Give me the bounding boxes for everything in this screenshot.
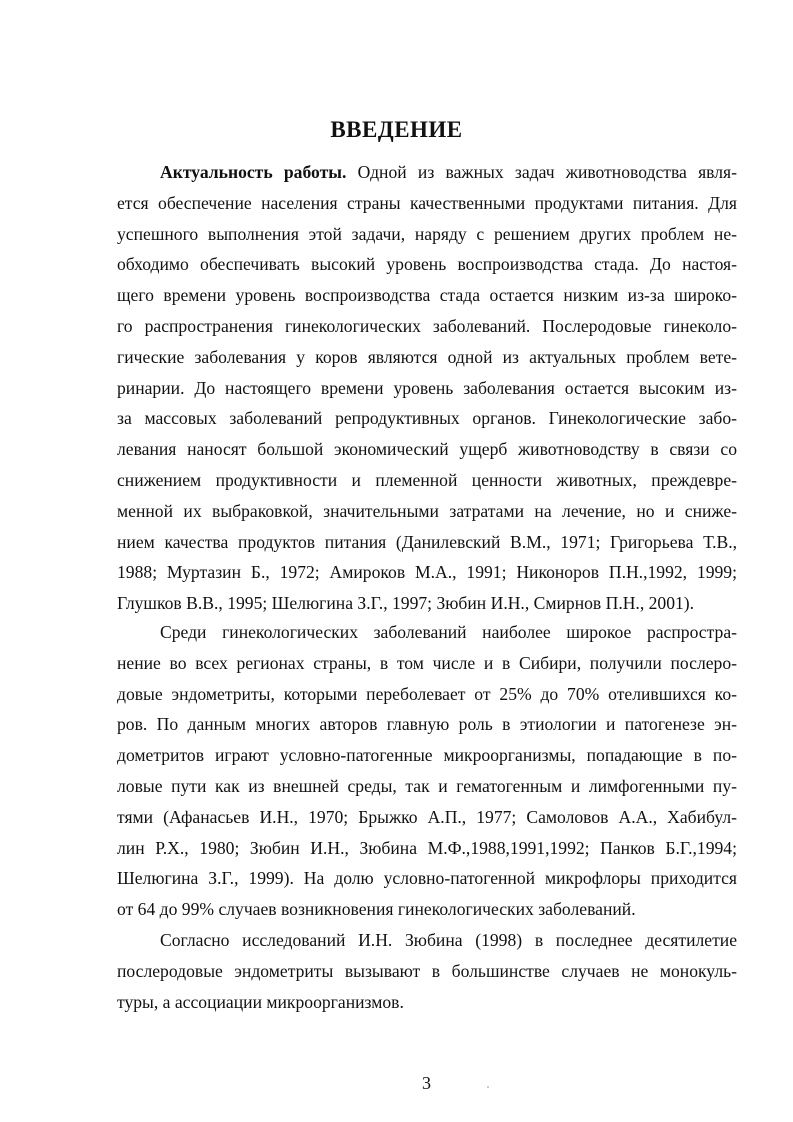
- paragraph-line: тями (Афанасьев И.Н., 1970; Брыжко А.П., 1977; Самоловов А.А., Хабибул-: [117, 806, 737, 827]
- paragraph-line: ров. По данным многих авторов главную роль в этиологии и патогенезе эн-: [117, 714, 737, 735]
- paragraph-line: от 64 до 99% случаев возникновения гинекологических заболеваний.: [117, 899, 636, 920]
- paragraph-line: щего времени уровень воспроизводства стада остается низким из-за широко-: [117, 285, 737, 306]
- paragraph-line: [117, 157, 737, 188]
- paragraph-line: Среди гинекологических заболеваний наиболее широкое распростра-: [160, 622, 737, 642]
- paragraph-associations: [117, 925, 737, 1017]
- paragraph-line: успешного выполнения этой задачи, наряду с решением других проблем не-: [117, 223, 737, 244]
- paragraph-line: Шелюгина З.Г., 1999). На долю условно-патогенной микрофлоры приходится: [117, 868, 737, 889]
- paragraph-line: менной их выбраковкой, значительными затратами на лечение, но и сниже-: [117, 500, 737, 521]
- paragraph-line: гические заболевания у коров являются одной из актуальных проблем вете-: [117, 346, 737, 367]
- paragraph-line: за массовых заболеваний репродуктивных органов. Гинекологические забо-: [117, 408, 737, 429]
- paragraph-line: нием качества продуктов питания (Данилевский В.М., 1971; Григорьева Т.В.,: [117, 531, 737, 552]
- paragraph-line: ловые пути как из внешней среды, так и гематогенным и лимфогенными пу-: [117, 775, 737, 796]
- paragraph-line: туры, а ассоциации микроорганизмов.: [117, 991, 404, 1012]
- paragraph-line: нение во всех регионах страны, в том числе и в Сибири, получили послеро-: [117, 652, 737, 673]
- page-number: 3: [422, 1073, 431, 1093]
- paragraph-relevance: [117, 157, 737, 619]
- paragraph-line: го распространения гинекологических заболеваний. Послеродовые гинеколо-: [117, 315, 737, 336]
- paragraph-line: 1988; Муртазин Б., 1972; Амироков М.А., 1991; Никоноров П.Н.,1992, 1999;: [117, 562, 737, 583]
- paragraph-line: дометритов играют условно-патогенные микроорганизмы, попадающие в по-: [117, 745, 737, 766]
- paragraph-line: снижением продуктивности и племенной ценности животных, преждевре-: [117, 469, 737, 490]
- paragraph-line: обходимо обеспечивать высокий уровень воспроизводства стада. До настоя-: [117, 254, 737, 275]
- paragraph-line: довые эндометриты, которыми переболевает от 25% до 70% отелившихся ко-: [117, 683, 737, 704]
- scan-speck: [487, 1086, 489, 1088]
- page-title: ВВЕДЕНИЕ: [330, 117, 463, 142]
- paragraph-lead: Актуальность работы.: [160, 162, 347, 182]
- paragraph-line: ется обеспечение населения страны качественными продуктами питания. Для: [117, 192, 737, 213]
- paragraph-line: послеродовые эндометриты вызывают в большинстве случаев не монокуль-: [117, 960, 737, 981]
- paragraph-line: Согласно исследований И.Н. Зюбина (1998) в последнее десятилетие: [160, 930, 737, 950]
- paragraph-line: Глушков В.В., 1995; Шелюгина З.Г., 1997; Зюбин И.Н., Смирнов П.Н., 2001).: [117, 593, 695, 614]
- paragraph-line: левания наносят большой экономический ущерб животноводству в связи со: [117, 439, 737, 460]
- paragraph-line: лин Р.Х., 1980; Зюбин И.Н., Зюбина М.Ф.,1988,1991,1992; Панков Б.Г.,1994;: [117, 837, 737, 858]
- paragraph-endometritis: [117, 617, 737, 925]
- paragraph-line-text: Одной из важных задач животноводства явля-: [346, 162, 737, 182]
- paragraph-line: ринарии. До настоящего времени уровень заболевания остается высоким из-: [117, 377, 737, 398]
